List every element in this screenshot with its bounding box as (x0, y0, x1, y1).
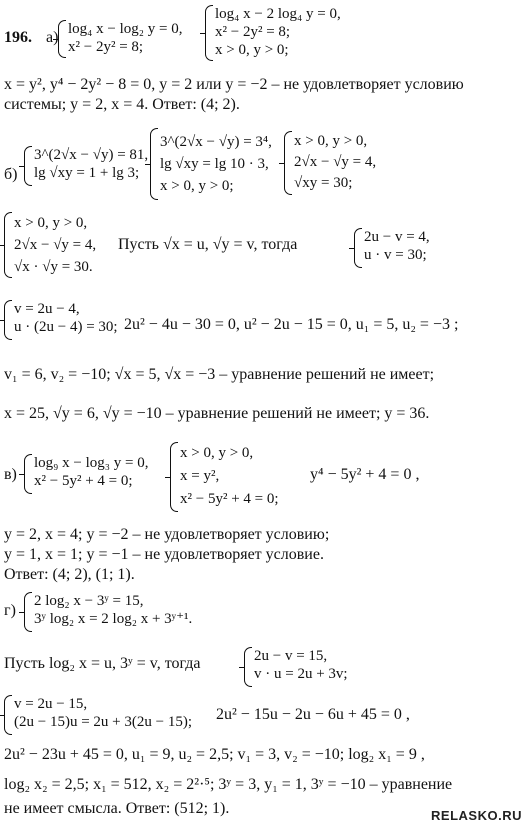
equation: lg √xy = lg 10 · 3, (160, 156, 269, 172)
system-a2 (205, 5, 375, 61)
system-b5 (354, 228, 454, 268)
problem-number: 196. (4, 29, 32, 46)
brace (205, 5, 213, 61)
text-line: 2u² − 15u − 2u − 6u + 45 = 0 , (216, 706, 410, 723)
brace (24, 592, 32, 632)
equation: 3^(2√x − √y) = 81, (34, 147, 149, 163)
equation: 3^(2√x − √y) = 3⁴, (160, 134, 272, 150)
equation: (2u − 15)u = 2u + 3(2u − 15); (14, 714, 192, 730)
equation: x² − 5y² + 4 = 0; (180, 491, 279, 507)
system-v2 (170, 442, 300, 512)
system-b4 (4, 212, 114, 278)
equation: 3ʸ log₂ x = 2 log₂ x + 3ʸ⁺¹. (34, 611, 193, 627)
equation: 2 log₂ x − 3ʸ = 15, (34, 593, 144, 609)
text-line: y = 2, x = 4; y = −2 – не удовлетворяет условию; (4, 526, 330, 543)
system-g2 (244, 647, 374, 687)
brace (58, 20, 66, 58)
equation: v = 2u − 4, (14, 301, 80, 317)
equation: v = 2u − 15, (14, 696, 88, 712)
equation: lg √xy = 1 + lg 3; (34, 165, 140, 181)
brace (4, 300, 12, 340)
text-line: y⁴ − 5y² + 4 = 0 , (310, 466, 420, 483)
brace (150, 128, 158, 200)
system-v1 (24, 454, 174, 494)
equation: log₉ x − log₃ y = 0, (34, 455, 149, 471)
equation: x > 0, y > 0; (160, 178, 234, 194)
system-a1 (58, 20, 208, 58)
equation: x > 0, y > 0, (180, 445, 254, 461)
part-a-label: а) (46, 29, 59, 46)
text-line: системы; y = 2, x = 4. Ответ: (4; 2). (4, 96, 240, 113)
answer: Ответ: (4; 2), (1; 1). (4, 566, 135, 583)
system-b2 (150, 128, 280, 200)
equation: x > 0, y > 0; (215, 42, 289, 58)
part-g-label: г) (4, 602, 16, 619)
part-v-label: в) (4, 466, 17, 483)
equation: 2u − v = 15, (254, 648, 328, 664)
text-line: v₁ = 6, v₂ = −10; √x = 5, √x = −3 – уравнение решений не имеет; (4, 366, 435, 383)
text-line: Пусть log₂ x = u, 3ʸ = v, тогда (4, 655, 201, 672)
equation: x² − 2y² = 8; (215, 24, 291, 40)
brace (24, 146, 32, 186)
equation: log₄ x − 2 log₄ y = 0, (215, 6, 341, 22)
text-line: x = 25, √y = 6, √y = −10 – уравнение решений не имеет; y = 36. (4, 405, 430, 422)
brace (24, 454, 32, 494)
text-line: x = y², y⁴ − 2y² − 8 = 0, y = 2 или y = −2 – не удовлетворяет условию (4, 76, 464, 93)
system-b1 (24, 146, 154, 186)
brace (244, 647, 252, 687)
system-g1 (24, 592, 224, 632)
equation: log₄ x − log₂ y = 0, (68, 21, 183, 37)
equation: √xy = 30; (294, 175, 353, 191)
text-line: 2u² − 23u + 45 = 0, u₁ = 9, u₂ = 2,5; v₁ = 3, v₂ = −10; log₂ x₁ = 9 , (4, 746, 425, 763)
text-line: log₂ x₂ = 2,5; x₁ = 512, x₂ = 2²·⁵; 3ʸ = 3, y₁ = 1, 3ʸ = −10 – уравнение (4, 776, 453, 793)
brace (284, 131, 292, 195)
equation: 2√x − √y = 4, (294, 154, 377, 170)
equation: x² − 5y² + 4 = 0; (34, 473, 133, 489)
equation: v · u = 2u + 3v; (254, 666, 348, 682)
equation: x = y², (180, 468, 220, 484)
equation: √x · √y = 30. (14, 259, 93, 275)
part-b-label: б) (4, 166, 18, 183)
equation: u · v = 30; (364, 247, 427, 263)
brace (4, 695, 12, 735)
equation: x > 0, y > 0, (294, 133, 368, 149)
system-g3 (4, 695, 204, 735)
watermark: RELASKO.RU (431, 808, 522, 823)
brace (354, 228, 362, 268)
system-b6 (4, 300, 124, 340)
equation: x > 0, y > 0, (14, 215, 88, 231)
equation: 2u − v = 4, (364, 229, 430, 245)
brace (170, 442, 178, 512)
answer: не имеет смысла. Ответ: (512; 1). (4, 800, 230, 817)
text-line: y = 1, x = 1; y = −1 – не удовлетворяет условие. (4, 546, 324, 563)
equation: u · (2u − 4) = 30; (14, 319, 118, 335)
equation: x² − 2y² = 8; (68, 39, 144, 55)
brace (4, 212, 12, 278)
text-line: Пусть √x = u, √y = v, тогда (118, 236, 298, 253)
equation: 2√x − √y = 4, (14, 237, 97, 253)
system-b3 (284, 131, 424, 195)
text-line: 2u² − 4u − 30 = 0, u² − 2u − 15 = 0, u₁ = 5, u₂ = −3 ; (124, 316, 459, 333)
